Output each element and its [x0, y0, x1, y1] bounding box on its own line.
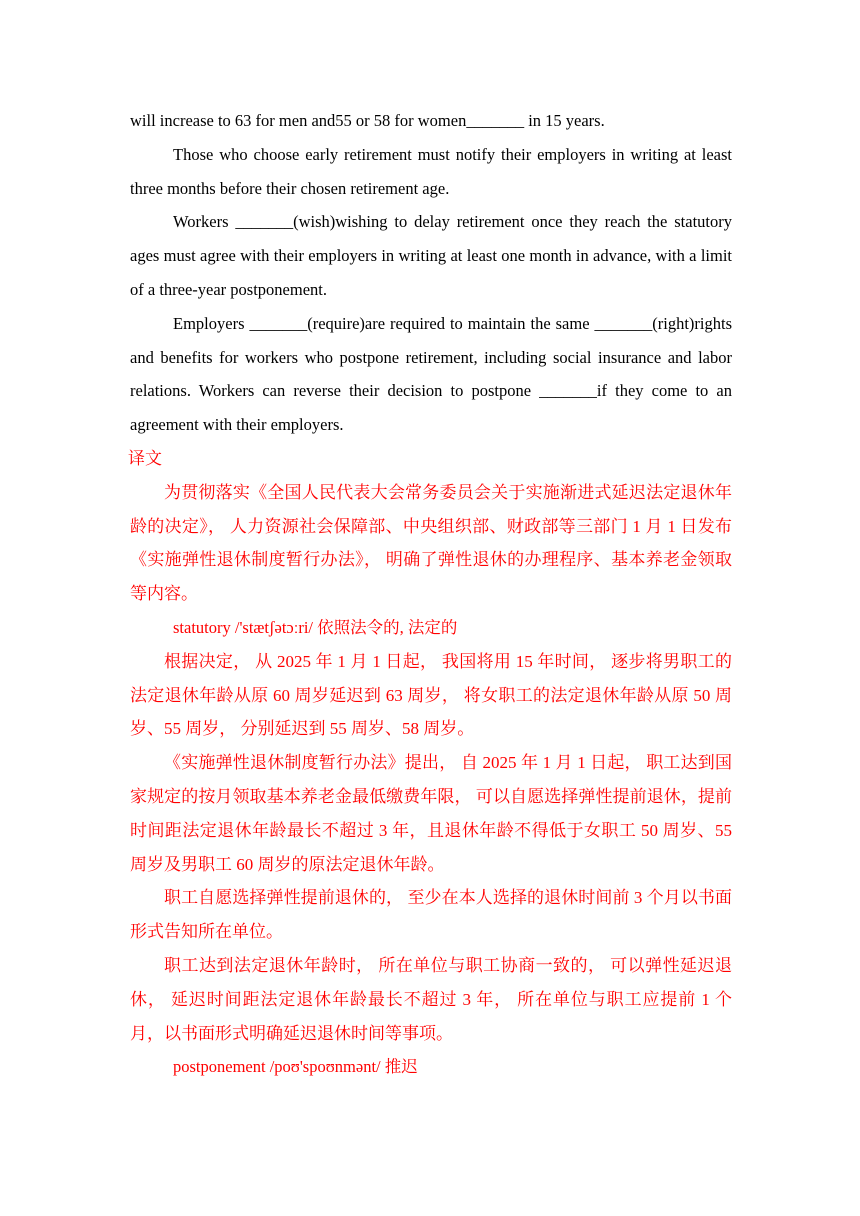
document-body: [130, 104, 732, 1084]
vocabulary-statutory: statutory /'stætʃətɔːri/ 依照法令的, 法定的: [173, 617, 458, 637]
english-paragraph-delay-retirement: Workers _______(wish)wishing to delay retirement once they reach the statutory ages must agree with their employers in writing at least one month in advance, with a limit of a three-year postponement.: [130, 212, 732, 299]
translation-paragraph-1: 为贯彻落实《全国人民代表大会常务委员会关于实施渐进式延迟法定退休年龄的决定》， 人力资源社会保障部、中央组织部、财政部等三部门 1 月 1 日发布《实施弹性退休制度暂行办法》， 明确了弹性退休的办理程序、基本养老金领取等内容。: [130, 482, 732, 604]
translation-paragraph-4: 职工自愿选择弹性提前退休的， 至少在本人选择的退休时间前 3 个月以书面形式告知所在单位。: [130, 888, 732, 942]
translation-paragraph-3: 《实施弹性退休制度暂行办法》提出， 自 2025 年 1 月 1 日起， 职工达到国家规定的按月领取基本养老金最低缴费年限， 可以自愿选择弹性提前退休，提前时间距法定退休年龄最长不超过 3 年，且退休年龄不得低于女职工 50 周岁、55 周岁及男职工 60 周岁的原法定退休年龄。: [130, 753, 732, 874]
english-paragraph-early-retirement: Those who choose early retirement must notify their employers in writing at least three months before their chosen retirement age.: [130, 144, 732, 198]
english-paragraph-employers: Employers _______(require)are required to maintain the same _______(right)rights and benefits for workers who postpone retirement, including social insurance and labor relations. Workers can reverse their decision to postpone _______if they come to an agreement with their employers.: [130, 313, 732, 435]
english-paragraph-continued: will increase to 63 for men and55 or 58 for women_______ in 15 years.: [130, 111, 605, 130]
translation-paragraph-5: 职工达到法定退休年龄时， 所在单位与职工协商一致的， 可以弹性延迟退休， 延迟时间距法定退休年龄最长不超过 3 年， 所在单位与职工应提前 1 个月，以书面形式明确延迟退休时间等事项。: [130, 955, 732, 1043]
translation-paragraph-2: 根据决定， 从 2025 年 1 月 1 日起， 我国将用 15 年时间， 逐步将男职工的法定退休年龄从原 60 周岁延迟到 63 周岁， 将女职工的法定退休年龄从原 50 周岁、55 周岁， 分别延迟到 55 周岁、58 周岁。: [130, 651, 732, 739]
translation-heading: 译文: [128, 448, 162, 468]
vocabulary-postponement: postponement /poʊ'spoʊnmənt/ 推迟: [173, 1057, 418, 1077]
